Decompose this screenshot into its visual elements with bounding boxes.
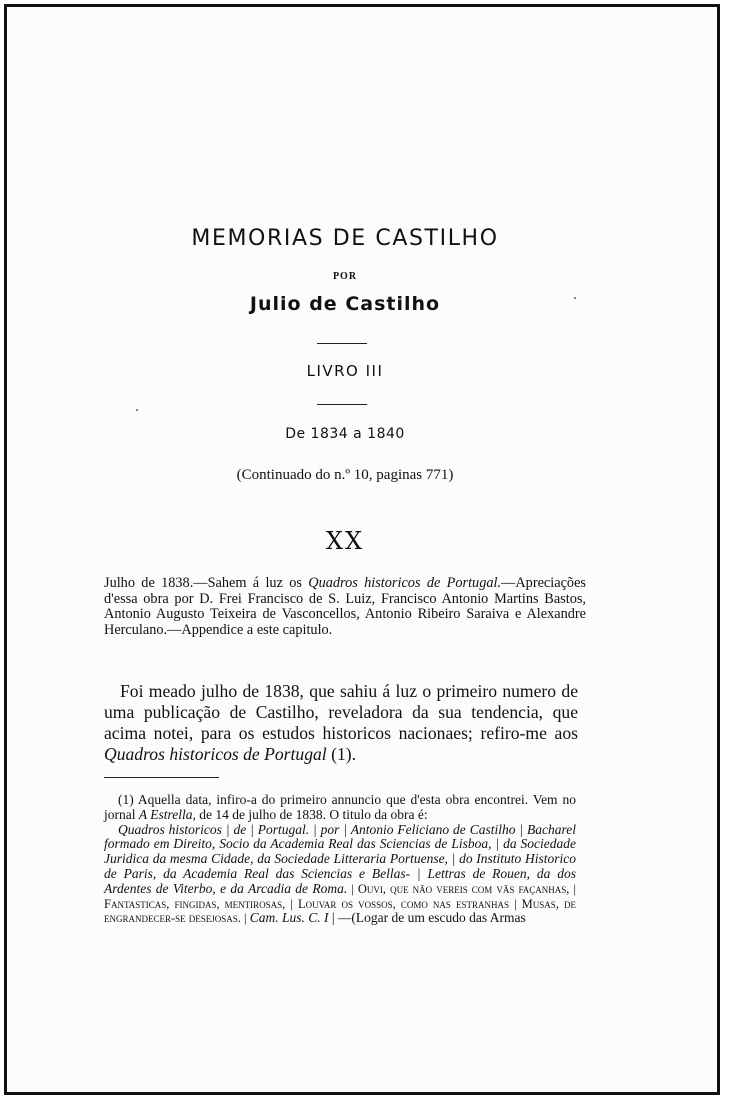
footnote-title-block: [104, 823, 576, 927]
footnote-text: (1) Aquella data, infiro-a do primeiro annuncio que d'esta obra encontrei. Vem no jornal: [104, 792, 576, 822]
footnote-intro: [104, 793, 576, 823]
footnote-text: | —(Logar de um escudo das Armas: [328, 910, 526, 926]
chapter-number: XX: [325, 527, 365, 555]
paper-speck: [574, 297, 576, 299]
footnote-text: de 14 de julho de 1838. O titulo da obra é:: [195, 806, 428, 822]
by-label: POR: [332, 271, 358, 282]
divider-rule: [317, 343, 367, 344]
footnote-italic-title: Quadros historicos | de | Portugal. | por | Antonio Feliciano de Castilho | Bacharel formado em Direito, Socio da Academia Real das Sciencias de Lisboa, | da Sociedade Juridica da mesma Cidade, da Sociedade Litteraria Portuense, | do Instituto Historico de Paris, da Academia Real das Sciencias e Bellas- | Lettras de Rouen, da dos Ardentes de Viterbo, e da Arcadia de Roma.: [104, 821, 576, 896]
footnote-italic: A Estrella,: [138, 806, 196, 822]
paper-speck: [136, 409, 138, 411]
author-name: Julio de Castilho: [249, 293, 441, 315]
footnote-rule: [104, 777, 219, 778]
footnote-citation: Cam. Lus. C. I: [249, 910, 329, 926]
paragraph-italic: Quadros historicos de Portugal: [104, 744, 327, 764]
chapter-summary: [104, 576, 586, 638]
continuation-note: (Continuado do n.º 10, paginas 771): [236, 467, 454, 483]
footnote: [104, 793, 576, 926]
summary-text: Julho de 1838.—Sahem á luz os: [104, 575, 309, 591]
book-label: LIVRO III: [306, 362, 384, 380]
divider-rule: [317, 404, 367, 405]
body-paragraph: [104, 681, 578, 765]
paragraph-text: Foi meado julho de 1838, que sahiu á luz o primeiro numero de uma publicação de Castilho, reveladora da sua tendencia, que acima notei, para os estudos historicos nacionaes; refiro-me aos: [104, 681, 578, 743]
footnote-verse: | Ouvi, que não vereis com vãs façanhas, | Fantasticas, fingidas, mentirosas, | Louvar os vossos, como nas estranhas | Musas, de engrandecer-se desejosas. |: [104, 881, 576, 926]
footnote-ref: (1).: [326, 744, 357, 764]
date-range: De 1834 a 1840: [285, 426, 405, 442]
work-title: MEMORIAS DE CASTILHO: [191, 226, 499, 251]
summary-italic: Quadros historicos de Portugal.: [308, 575, 502, 591]
summary-text: —Apreciações d'essa obra por D. Frei Francisco de S. Luiz, Francisco Antonio Martins Bastos, Antonio Augusto Teixeira de Vasconcellos, Antonio Ribeiro Saraiva e Alexandre Herculano.—Appendice a este capitulo.: [104, 575, 586, 638]
